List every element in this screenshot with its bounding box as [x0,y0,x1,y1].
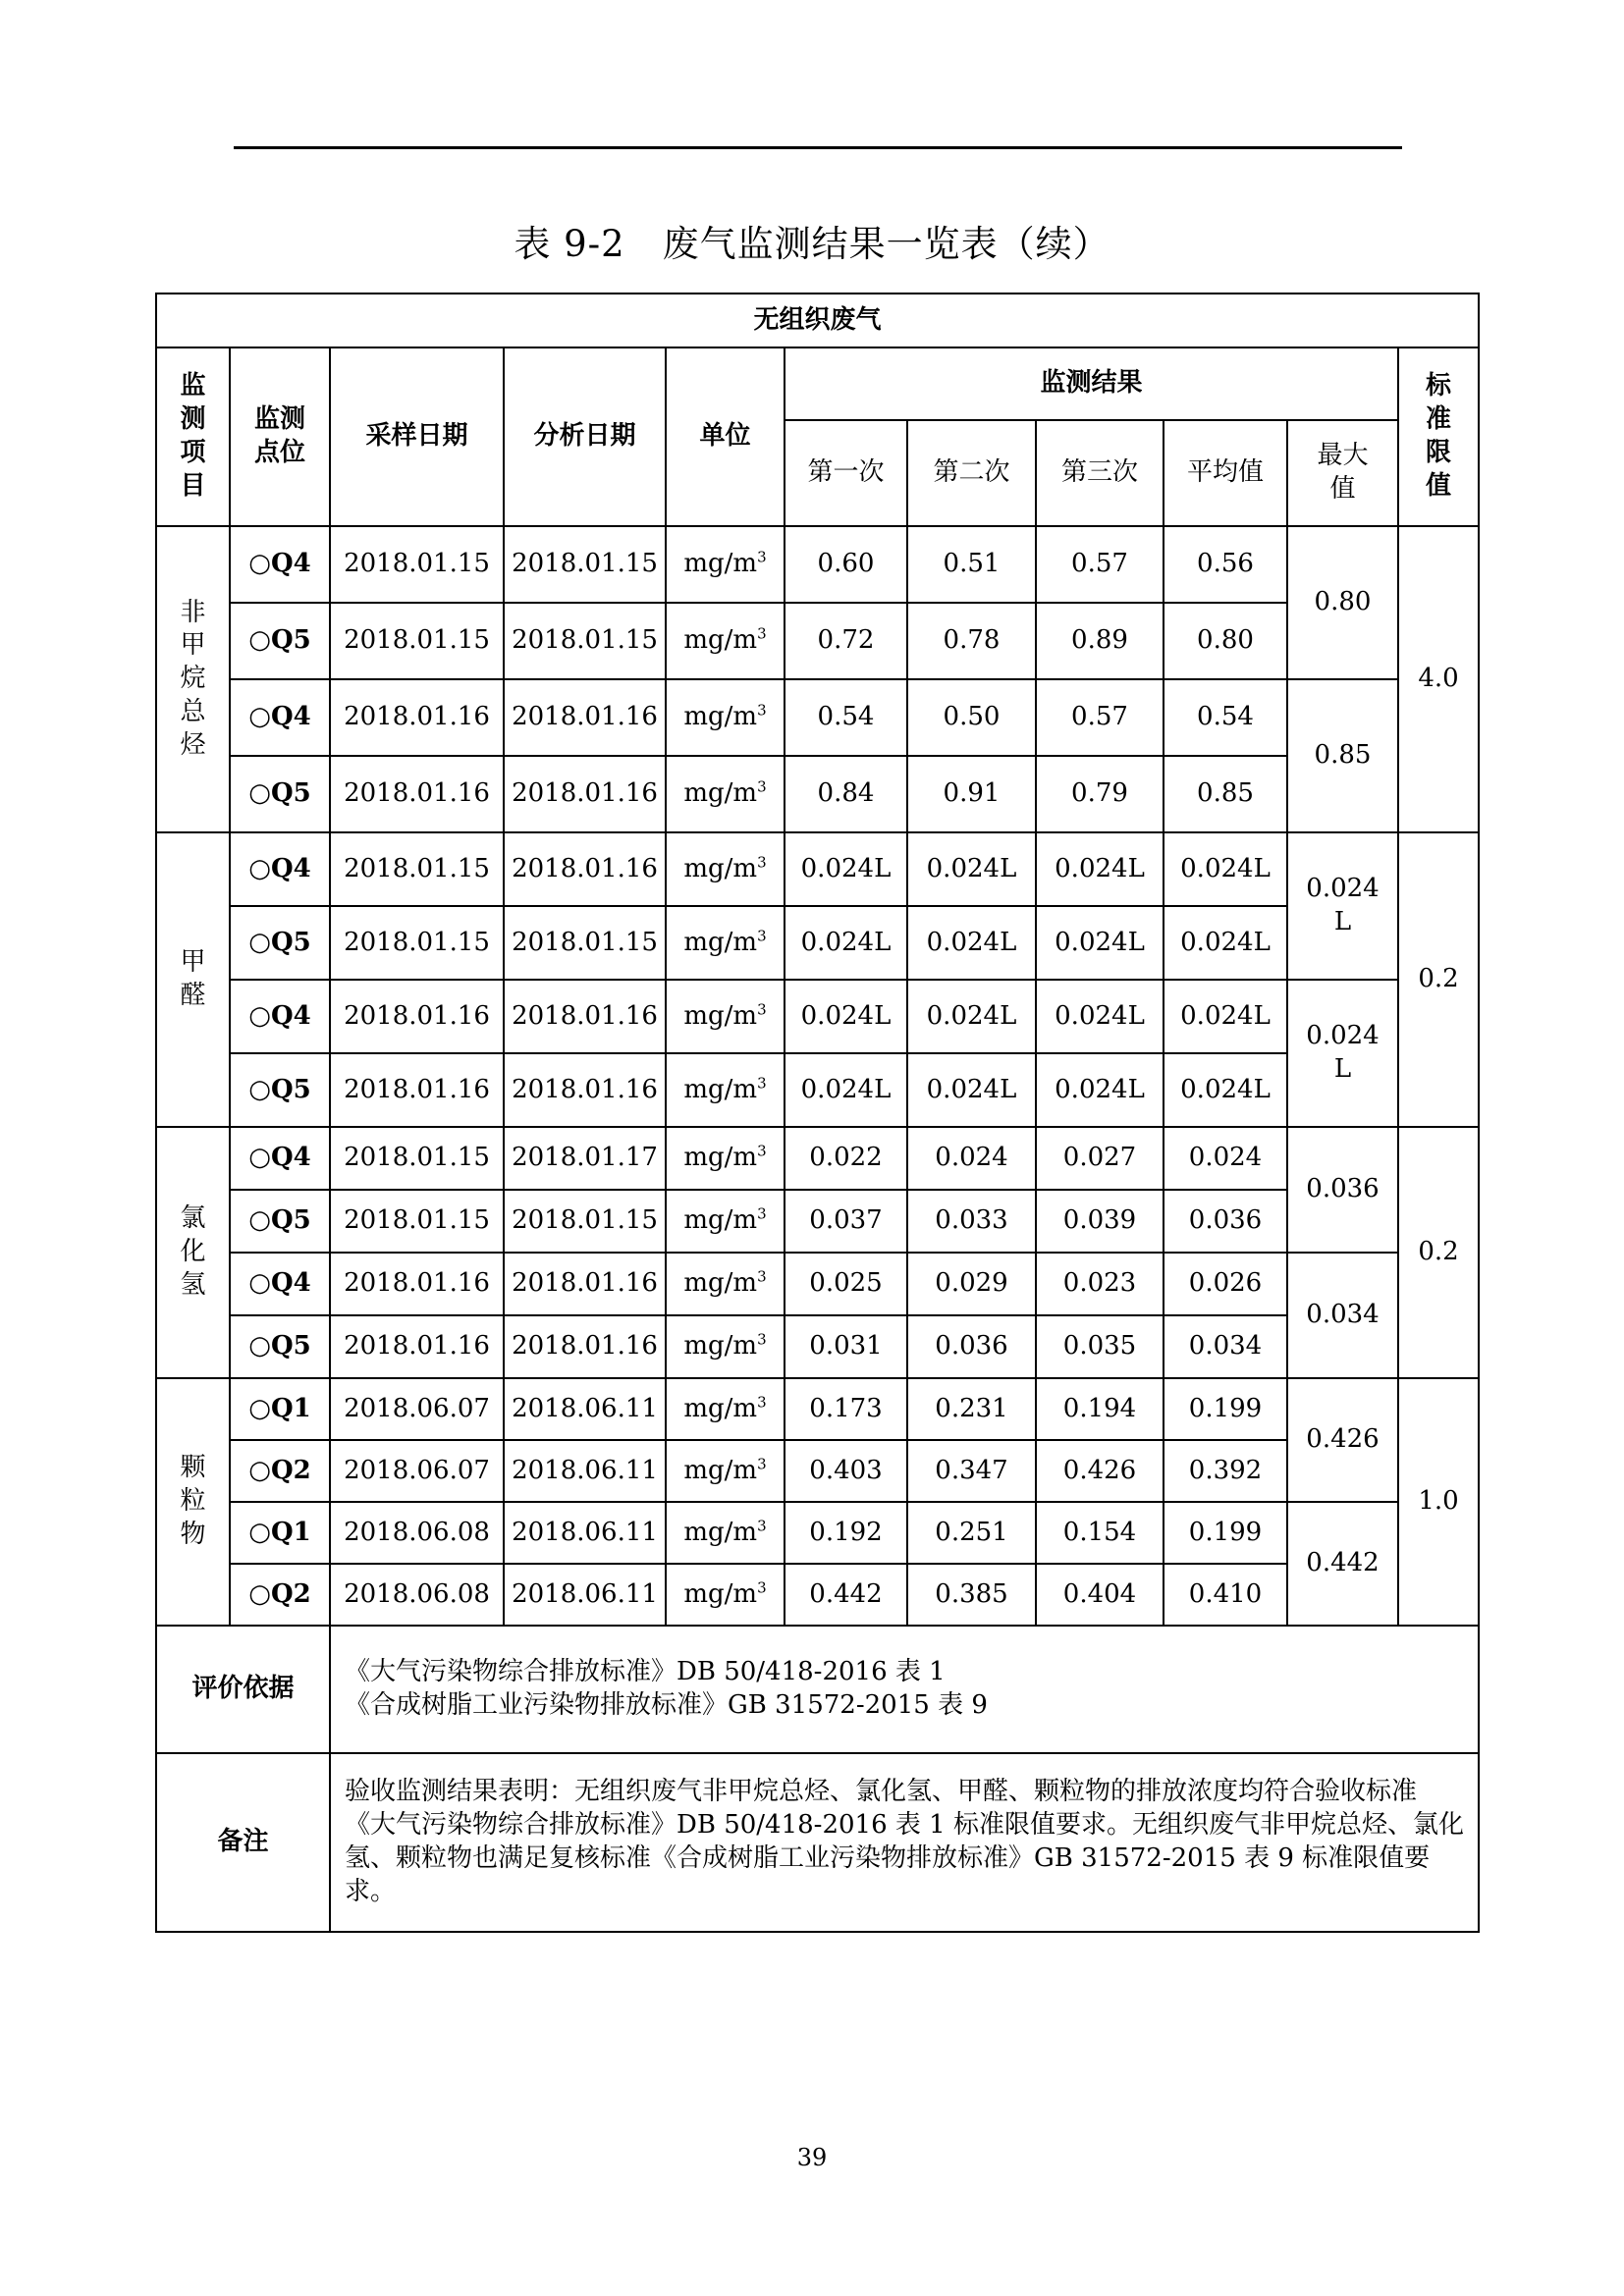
header-avg: 平均值 [1164,420,1287,526]
sample-date: 2018.06.07 [330,1440,504,1502]
result-third: 0.426 [1036,1440,1164,1502]
result-average: 0.026 [1164,1253,1287,1315]
unit-text: mg/m [683,702,758,732]
result-second: 0.347 [907,1440,1036,1502]
result-second: 0.024L [907,980,1036,1053]
unit-exponent: 3 [757,624,767,643]
header-results: 监测结果 [785,347,1398,420]
unit [666,906,785,980]
result-average: 0.410 [1164,1564,1287,1626]
result-second: 0.024L [907,906,1036,980]
result-max [1287,1127,1398,1253]
result-third: 0.194 [1036,1378,1164,1440]
monitoring-point: ○Q4 [230,1253,330,1315]
monitoring-item [156,1127,230,1378]
result-average: 0.034 [1164,1315,1287,1378]
unit-text: mg/m [683,1205,758,1236]
table-row [156,1378,1479,1440]
unit-exponent: 3 [757,1142,767,1160]
result-average: 0.199 [1164,1502,1287,1564]
monitoring-point: ○Q5 [230,1053,330,1127]
sample-date: 2018.01.15 [330,1190,504,1253]
result-average: 0.036 [1164,1190,1287,1253]
result-max [1287,1502,1398,1626]
result-second: 0.029 [907,1253,1036,1315]
remarks-text: 验收监测结果表明：无组织废气非甲烷总烃、氯化氢、甲醛、颗粒物的排放浓度均符合验收标准《大气污染物综合排放标准》DB 50/418-2016 表 1 标准限值要求。无组织废气非甲烷总烃、氯化氢、颗粒物也满足复核标准《合成树脂工业污染物排放标准》GB 31572-2015 表 9 标准限值要求。 [330,1753,1479,1932]
unit-text: mg/m [683,1517,758,1547]
monitoring-item-label: 甲醛 [180,947,206,1010]
result-third: 0.024L [1036,980,1164,1053]
monitoring-item [156,526,230,832]
header-point: 监测点位 [230,347,330,526]
unit [666,832,785,906]
basis-content [330,1626,1479,1753]
table-row [156,1127,1479,1190]
unit-exponent: 3 [757,777,767,796]
unit-exponent: 3 [757,1330,767,1349]
result-average: 0.024L [1164,980,1287,1053]
unit-text: mg/m [683,1268,758,1299]
result-second: 0.033 [907,1190,1036,1253]
result-max-value: 0.034 [1306,1300,1380,1330]
result-third: 0.79 [1036,756,1164,832]
unit [666,1440,785,1502]
unit [666,756,785,832]
header-limit: 标准限值 [1398,347,1479,526]
table-title: 表 9-2 废气监测结果一览表（续） [514,223,1110,265]
monitoring-point: ○Q5 [230,1190,330,1253]
result-max [1287,679,1398,832]
unit [666,1190,785,1253]
sample-date: 2018.01.16 [330,679,504,756]
header-sample-date: 采样日期 [330,347,504,526]
sample-date: 2018.01.16 [330,980,504,1053]
unit-exponent: 3 [757,1073,767,1092]
analysis-date: 2018.06.11 [504,1440,666,1502]
sample-date: 2018.06.07 [330,1378,504,1440]
section-header: 无组织废气 [156,294,1479,347]
result-third: 0.024L [1036,1053,1164,1127]
analysis-date: 2018.01.16 [504,1315,666,1378]
monitoring-item [156,832,230,1127]
result-max [1287,980,1398,1127]
result-third: 0.024L [1036,906,1164,980]
result-third: 0.023 [1036,1253,1164,1315]
remarks-row [156,1753,1479,1932]
monitoring-point: ○Q1 [230,1378,330,1440]
unit-text: mg/m [683,1393,758,1423]
result-second: 0.024 [907,1127,1036,1190]
result-average: 0.024L [1164,1053,1287,1127]
monitoring-point: ○Q1 [230,1502,330,1564]
sample-date: 2018.06.08 [330,1564,504,1626]
result-max [1287,1253,1398,1378]
basis-line: 《大气污染物综合排放标准》DB 50/418-2016 表 1 [345,1657,946,1687]
table-row [156,1564,1479,1626]
table-row [156,603,1479,679]
analysis-date: 2018.01.15 [504,906,666,980]
result-first: 0.024L [785,832,907,906]
table-row [156,679,1479,756]
analysis-date: 2018.01.15 [504,526,666,603]
basis-label: 评价依据 [156,1626,330,1753]
table-row [156,832,1479,906]
result-first: 0.60 [785,526,907,603]
result-max-value: 0.442 [1306,1548,1380,1578]
result-third: 0.039 [1036,1190,1164,1253]
result-average: 0.80 [1164,603,1287,679]
standard-limit: 0.2 [1398,832,1479,1127]
result-max [1287,1378,1398,1502]
table-row [156,1253,1479,1315]
header-item: 监测项目 [156,347,230,526]
unit-text: mg/m [683,1143,758,1173]
result-second: 0.231 [907,1378,1036,1440]
result-average: 0.392 [1164,1440,1287,1502]
analysis-date: 2018.06.11 [504,1564,666,1626]
analysis-date: 2018.01.16 [504,679,666,756]
result-average: 0.85 [1164,756,1287,832]
table-row [156,906,1479,980]
unit [666,1053,785,1127]
table-row [156,526,1479,603]
sample-date: 2018.01.15 [330,832,504,906]
analysis-date: 2018.06.11 [504,1502,666,1564]
analysis-date: 2018.01.16 [504,756,666,832]
remarks-label: 备注 [156,1753,330,1932]
sample-date: 2018.01.15 [330,906,504,980]
unit-exponent: 3 [757,1204,767,1223]
sample-date: 2018.01.16 [330,1253,504,1315]
result-third: 0.89 [1036,603,1164,679]
result-third: 0.027 [1036,1127,1164,1190]
unit-text: mg/m [683,927,758,957]
monitoring-point: ○Q4 [230,832,330,906]
result-third: 0.57 [1036,526,1164,603]
monitoring-point: ○Q5 [230,756,330,832]
unit [666,980,785,1053]
analysis-date: 2018.01.16 [504,1053,666,1127]
monitoring-point: ○Q5 [230,1315,330,1378]
result-first: 0.025 [785,1253,907,1315]
result-max-value: 0.024L [1306,1021,1380,1084]
monitoring-results-table [155,293,1480,1933]
unit [666,1502,785,1564]
table-row [156,1440,1479,1502]
unit-exponent: 3 [757,701,767,720]
monitoring-point: ○Q2 [230,1564,330,1626]
standard-limit: 0.2 [1398,1127,1479,1378]
result-first: 0.84 [785,756,907,832]
result-max-value: 0.426 [1306,1424,1380,1455]
unit-text: mg/m [683,1000,758,1031]
monitoring-point: ○Q5 [230,906,330,980]
unit [666,1378,785,1440]
sample-date: 2018.01.16 [330,1315,504,1378]
header-max: 最大值 [1287,420,1398,526]
result-average: 0.199 [1164,1378,1287,1440]
header-first: 第一次 [785,420,907,526]
unit-exponent: 3 [757,926,767,944]
unit [666,526,785,603]
sample-date: 2018.01.15 [330,526,504,603]
result-first: 0.031 [785,1315,907,1378]
analysis-date: 2018.01.16 [504,980,666,1053]
result-average: 0.56 [1164,526,1287,603]
table-row [156,1053,1479,1127]
unit-exponent: 3 [757,1392,767,1411]
unit [666,1564,785,1626]
unit [666,1127,785,1190]
unit-text: mg/m [683,1455,758,1485]
result-max-value: 0.85 [1314,740,1372,771]
unit-exponent: 3 [757,852,767,871]
result-first: 0.403 [785,1440,907,1502]
result-max-value: 0.024L [1306,874,1380,936]
result-first: 0.022 [785,1127,907,1190]
result-second: 0.385 [907,1564,1036,1626]
unit-exponent: 3 [757,1454,767,1472]
unit-text: mg/m [683,625,758,656]
result-second: 0.024L [907,1053,1036,1127]
result-third: 0.035 [1036,1315,1164,1378]
monitoring-item [156,1378,230,1626]
unit-exponent: 3 [757,1267,767,1286]
result-second: 0.024L [907,832,1036,906]
result-first: 0.173 [785,1378,907,1440]
unit-text: mg/m [683,853,758,883]
result-max-value: 0.036 [1306,1174,1380,1204]
monitoring-point: ○Q4 [230,679,330,756]
header-third: 第三次 [1036,420,1164,526]
result-first: 0.024L [785,906,907,980]
monitoring-item-label: 颗粒物 [180,1453,206,1549]
sample-date: 2018.01.16 [330,1053,504,1127]
table-row [156,1190,1479,1253]
table-row [156,980,1479,1053]
monitoring-point: ○Q4 [230,1127,330,1190]
monitoring-point: ○Q2 [230,1440,330,1502]
result-max-value: 0.80 [1314,587,1372,617]
analysis-date: 2018.06.11 [504,1378,666,1440]
standard-limit: 1.0 [1398,1378,1479,1626]
table-row [156,756,1479,832]
result-average: 0.024L [1164,906,1287,980]
result-first: 0.024L [785,980,907,1053]
analysis-date: 2018.01.15 [504,1190,666,1253]
result-first: 0.54 [785,679,907,756]
analysis-date: 2018.01.16 [504,1253,666,1315]
unit-text: mg/m [683,778,758,809]
result-third: 0.024L [1036,832,1164,906]
unit [666,603,785,679]
unit-text: mg/m [683,549,758,579]
header-rule [234,146,1402,149]
table-row [156,1502,1479,1564]
monitoring-point: ○Q4 [230,526,330,603]
result-first: 0.72 [785,603,907,679]
result-second: 0.50 [907,679,1036,756]
unit [666,679,785,756]
page-number: 39 [796,2144,828,2171]
analysis-date: 2018.01.15 [504,603,666,679]
result-average: 0.54 [1164,679,1287,756]
header-unit: 单位 [666,347,785,526]
analysis-date: 2018.01.17 [504,1127,666,1190]
monitoring-point: ○Q4 [230,980,330,1053]
unit-exponent: 3 [757,1516,767,1534]
result-third: 0.404 [1036,1564,1164,1626]
unit-exponent: 3 [757,1577,767,1596]
table-row [156,1315,1479,1378]
unit-text: mg/m [683,1331,758,1362]
unit-text: mg/m [683,1074,758,1104]
result-second: 0.91 [907,756,1036,832]
header-second: 第二次 [907,420,1036,526]
result-first: 0.192 [785,1502,907,1564]
result-max [1287,832,1398,980]
monitoring-point: ○Q5 [230,603,330,679]
result-second: 0.251 [907,1502,1036,1564]
monitoring-item-label: 非甲烷总烃 [180,597,206,760]
unit [666,1253,785,1315]
sample-date: 2018.01.15 [330,1127,504,1190]
header-analysis-date: 分析日期 [504,347,666,526]
result-first: 0.024L [785,1053,907,1127]
result-third: 0.154 [1036,1502,1164,1564]
result-second: 0.036 [907,1315,1036,1378]
sample-date: 2018.01.15 [330,603,504,679]
standard-limit: 4.0 [1398,526,1479,832]
unit-exponent: 3 [757,999,767,1018]
result-average: 0.024 [1164,1127,1287,1190]
sample-date: 2018.01.16 [330,756,504,832]
basis-line: 《合成树脂工业污染物排放标准》GB 31572-2015 表 9 [345,1690,988,1720]
analysis-date: 2018.01.16 [504,832,666,906]
unit-text: mg/m [683,1578,758,1609]
unit [666,1315,785,1378]
basis-row [156,1626,1479,1753]
result-max [1287,526,1398,679]
unit-exponent: 3 [757,548,767,566]
result-second: 0.78 [907,603,1036,679]
result-average: 0.024L [1164,832,1287,906]
result-second: 0.51 [907,526,1036,603]
sample-date: 2018.06.08 [330,1502,504,1564]
result-first: 0.442 [785,1564,907,1626]
monitoring-item-label: 氯化氢 [180,1203,206,1300]
result-first: 0.037 [785,1190,907,1253]
result-third: 0.57 [1036,679,1164,756]
